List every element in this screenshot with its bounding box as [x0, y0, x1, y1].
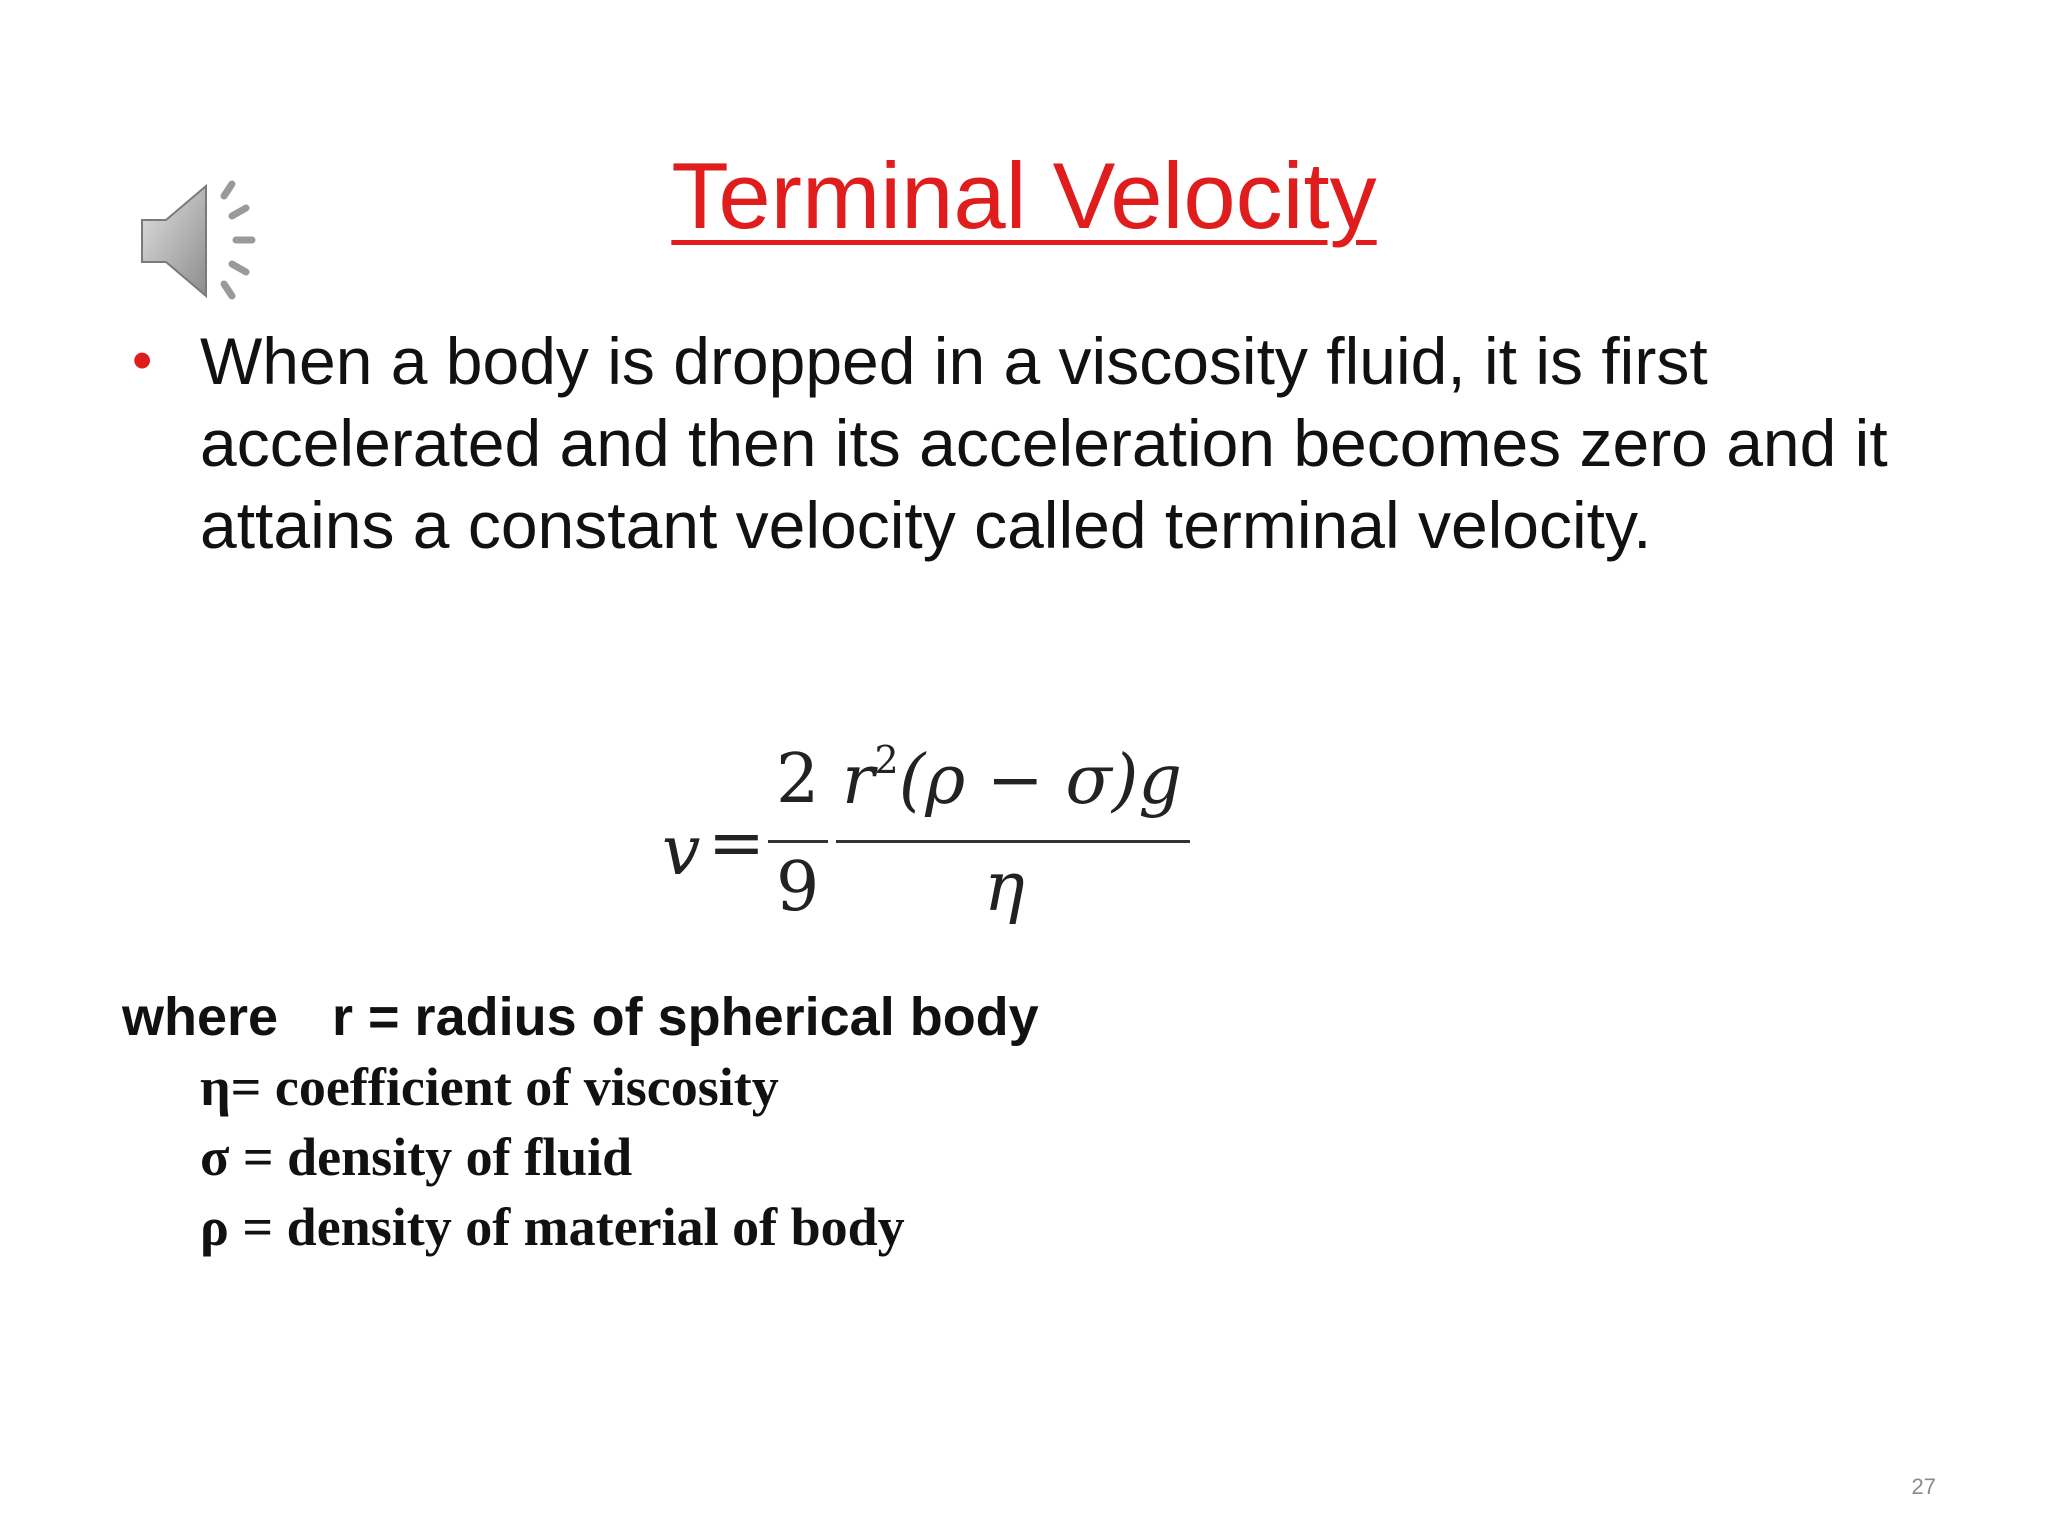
bullet-point [132, 320, 1932, 566]
formula-numerator-r: r [842, 741, 875, 820]
variable-definitions [122, 982, 1522, 1262]
bullet-text: When a body is dropped in a viscosity fluid, it is first accelerated and then its acceleration becomes zero and it attains a constant velocity called terminal velocity. [200, 324, 1888, 562]
formula-coeff-fraction-bar [768, 840, 828, 843]
formula-numerator-rest: (ρ − σ)g [898, 741, 1182, 820]
definition-fluid-density: σ = density of fluid [200, 1127, 633, 1187]
formula-main-fraction-bar [836, 840, 1190, 843]
terminal-velocity-formula [650, 740, 1210, 960]
bullet-marker: • [132, 328, 153, 393]
where-label: where [122, 987, 279, 1047]
formula-coeff-numerator: 2 [776, 740, 820, 819]
definition-viscosity: η= coefficient of viscosity [200, 1057, 779, 1117]
formula-numerator-exponent: 2 [874, 738, 899, 782]
formula-equals: = [708, 804, 765, 883]
formula-denominator: η [984, 848, 1025, 927]
slide-title-text: Terminal Velocity [671, 143, 1377, 248]
formula-numerator [842, 738, 1182, 820]
page-number: 27 [1911, 1474, 1936, 1499]
definition-radius: r = radius of spherical body [332, 987, 1039, 1047]
definition-line-radius [122, 982, 1522, 1052]
formula-coeff-denominator: 9 [776, 848, 820, 927]
formula-lhs: v [662, 812, 701, 891]
slide-title [0, 136, 2048, 256]
definition-body-density: ρ = density of material of body [200, 1197, 905, 1257]
